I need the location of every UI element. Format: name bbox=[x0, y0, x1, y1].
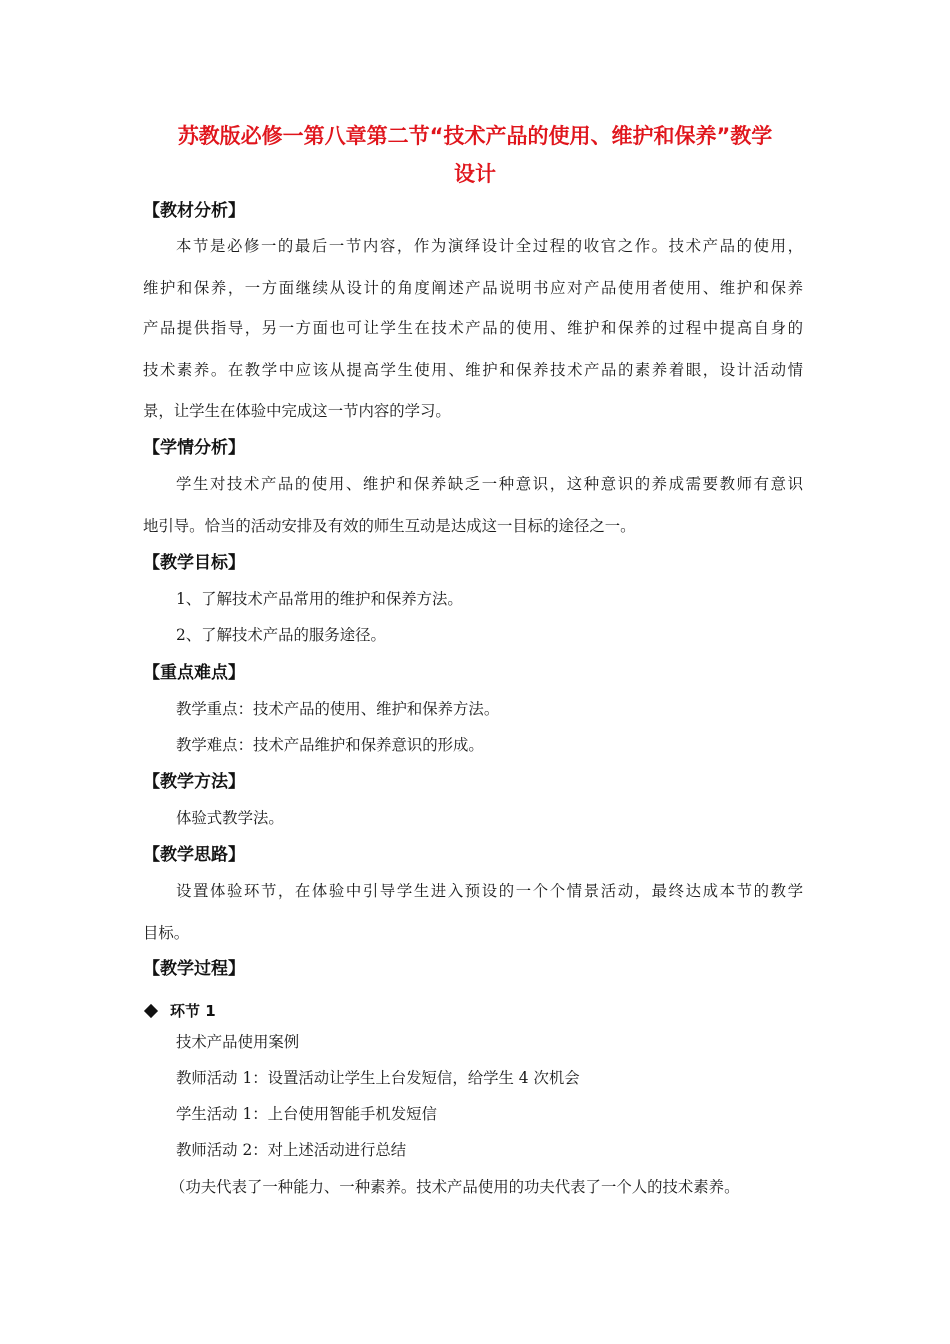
section-heading-teaching-method: 【教学方法】 bbox=[143, 772, 245, 792]
paragraph-line: 学生对技术产品的使用、维护和保养缺乏一种意识，这种意识的养成需要教师有意识 bbox=[176, 475, 803, 493]
paragraph-line: 技术素养。在教学中应该从提高学生使用、维护和保养技术产品的素养着眼，设计活动情 bbox=[143, 361, 803, 379]
process-step-label: 环节 1 bbox=[170, 1002, 216, 1020]
paragraph-line: 产品提供指导，另一方面也可让学生在技术产品的使用、维护和保养的过程中提高自身的 bbox=[143, 319, 803, 337]
paragraph-line: 地引导。恰当的活动安排及有效的师生互动是达成这一目标的途径之一。 bbox=[143, 517, 636, 535]
section-heading-teaching-objectives: 【教学目标】 bbox=[143, 553, 245, 573]
section-heading-key-difficult-points: 【重点难点】 bbox=[143, 663, 245, 683]
diamond-bullet-icon bbox=[144, 1003, 158, 1017]
paragraph-line: 体验式教学法。 bbox=[176, 809, 284, 827]
objective-item: 1、了解技术产品常用的维护和保养方法。 bbox=[176, 590, 463, 608]
process-line: 学生活动 1：上台使用智能手机发短信 bbox=[176, 1105, 437, 1123]
objective-item: 2、了解技术产品的服务途径。 bbox=[176, 626, 386, 644]
paragraph-line: 景，让学生在体验中完成这一节内容的学习。 bbox=[143, 402, 451, 420]
section-heading-textbook-analysis: 【教材分析】 bbox=[143, 201, 245, 221]
process-line: （功夫代表了一种能力、一种素养。技术产品使用的功夫代表了一个人的技术素养。 bbox=[170, 1178, 740, 1196]
section-heading-teaching-approach: 【教学思路】 bbox=[143, 845, 245, 865]
paragraph-line: 本节是必修一的最后一节内容，作为演绎设计全过程的收官之作。技术产品的使用， bbox=[176, 237, 803, 255]
paragraph-line: 目标。 bbox=[143, 924, 190, 942]
section-heading-teaching-process: 【教学过程】 bbox=[143, 959, 245, 979]
paragraph-line: 设置体验环节，在体验中引导学生进入预设的一个个情景活动，最终达成本节的教学 bbox=[176, 882, 803, 900]
process-step-heading bbox=[143, 1000, 216, 1021]
difficult-point-line: 教学难点：技术产品维护和保养意识的形成。 bbox=[176, 736, 484, 754]
process-line: 教师活动 2：对上述活动进行总结 bbox=[176, 1141, 407, 1159]
process-line: 技术产品使用案例 bbox=[176, 1033, 300, 1051]
document-title-line-2: 设计 bbox=[454, 162, 496, 186]
process-line: 教师活动 1：设置活动让学生上台发短信，给学生 4 次机会 bbox=[176, 1069, 580, 1087]
key-point-line: 教学重点：技术产品的使用、维护和保养方法。 bbox=[176, 700, 500, 718]
section-heading-student-analysis: 【学情分析】 bbox=[143, 438, 245, 458]
paragraph-line: 维护和保养，一方面继续从设计的角度阐述产品说明书应对产品使用者使用、维护和保养 bbox=[143, 279, 803, 297]
document-title-line-1: 苏教版必修一第八章第二节“技术产品的使用、维护和保养”教学 bbox=[177, 124, 773, 148]
